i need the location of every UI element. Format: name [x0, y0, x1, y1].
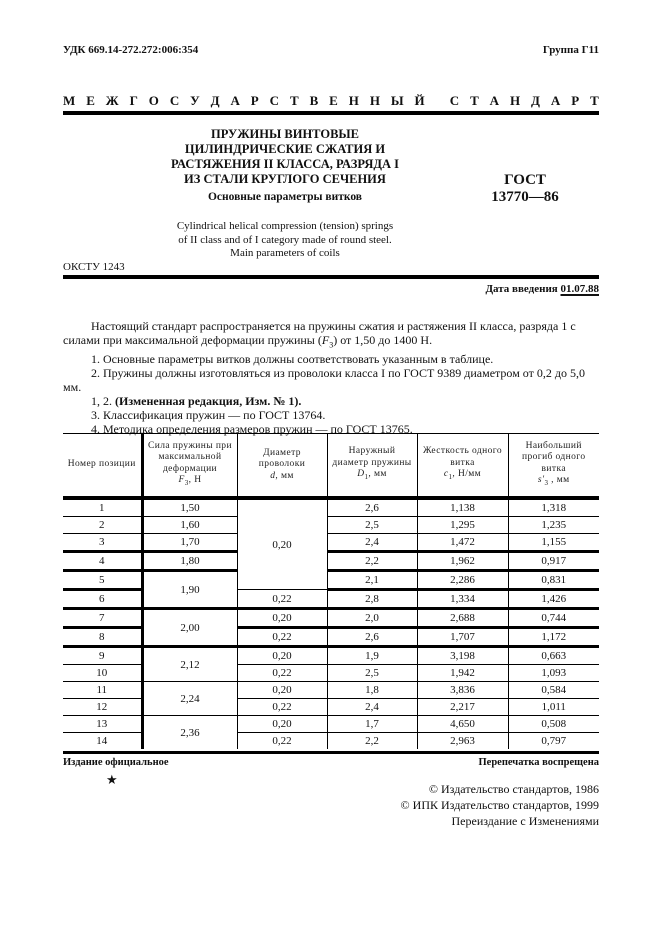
table-cell: 2: [63, 517, 142, 534]
reprint-prohibited-label: Перепечатка воспрещена: [478, 757, 599, 768]
table-cell: 2,217: [417, 699, 508, 716]
table-cell: 0,797: [508, 733, 599, 750]
table-cell: 1,426: [508, 590, 599, 609]
table-row: [63, 552, 599, 571]
english-title-line: Cylindrical helical compression (tension) springs: [176, 220, 394, 232]
okstu-code: ОКСТУ 1243: [63, 261, 125, 273]
star-icon: ★: [106, 772, 118, 787]
table-cell: 1,8: [327, 682, 417, 699]
table-cell: 1,80: [142, 552, 237, 571]
table-cell: 1,093: [508, 665, 599, 682]
english-title-line: Main parameters of coils: [230, 247, 340, 259]
heading-letter: Т: [590, 93, 599, 108]
table-cell: 1,138: [417, 498, 508, 517]
heading-letter: Т: [289, 93, 299, 108]
table-cell: 1,472: [417, 534, 508, 552]
table-cell: 1,155: [508, 534, 599, 552]
table-cell: 0,22: [237, 628, 327, 647]
header-stiffness: Жесткость одного витка $c_1$, Н/мм: [417, 434, 508, 499]
table-cell: 1,942: [417, 665, 508, 682]
heading-letter: А: [550, 93, 561, 108]
coil-parameters-table: [63, 433, 599, 749]
intro-paragraph: Настоящий стандарт распространяется на пружины сжатия и растяжения II класса, разряда 1 с силами при максимальной деформации пружины $(F_3)$ от 1,50 до 1400 Н.: [63, 319, 576, 350]
table-row: [63, 498, 599, 517]
heading-letter: Е: [329, 93, 338, 108]
heading-letter: О: [148, 93, 159, 108]
english-title-line: of II class and of I category made of round steel.: [178, 233, 392, 246]
heading-letter: В: [309, 93, 319, 108]
header-outer-diameter: Наружный диаметр пружины $D_1$, мм: [327, 434, 417, 499]
copyright-line: Переиздание с Изменениями: [451, 814, 599, 828]
title-rule: [63, 275, 599, 279]
heading-letter: Н: [348, 93, 359, 108]
title-line: ПРУЖИНЫ ВИНТОВЫЕ: [210, 127, 360, 141]
table-cell: 2,24: [142, 682, 237, 716]
clause-1: 1. Основные параметры витков должны соответствовать указанным в таблице.: [91, 352, 494, 367]
table-cell: 1,295: [417, 517, 508, 534]
table-cell: 1,318: [508, 498, 599, 517]
heading-letter: Г: [129, 93, 138, 108]
heading-letter: А: [489, 93, 500, 108]
table-cell: 4: [63, 552, 142, 571]
table-cell: 0,20: [237, 682, 327, 699]
table-cell: 1,235: [508, 517, 599, 534]
table-cell: 1,90: [142, 571, 237, 609]
table-row: [63, 571, 599, 590]
date-label: Дата введения: [485, 283, 558, 295]
copyright-block: [401, 781, 599, 829]
table-cell: 2,2: [327, 733, 417, 750]
table-cell: 2,6: [327, 628, 417, 647]
table-cell: 0,22: [237, 665, 327, 682]
heading-letter: У: [190, 93, 200, 108]
table-cell: 9: [63, 647, 142, 665]
header-wire-diameter: Диаметр проволоки d, мм: [237, 434, 327, 499]
top-rule: [63, 111, 599, 115]
english-title: [130, 220, 440, 261]
gost-label: ГОСТ: [504, 172, 546, 188]
official-edition-label: Издание официальное: [63, 757, 169, 768]
clause-3: 3. Классификация пружин — по ГОСТ 13764.: [91, 408, 326, 423]
body-text: [63, 319, 599, 436]
table-cell: 2,8: [327, 590, 417, 609]
table-row: [63, 682, 599, 699]
group-code: Группа Г11: [542, 44, 599, 56]
table-cell: 0,22: [237, 590, 327, 609]
heading-letter: [436, 93, 439, 109]
udk-code: УДК 669.14-272.272:006:354: [63, 44, 199, 56]
table-row: [63, 609, 599, 628]
table-cell: 1,334: [417, 590, 508, 609]
heading-letter: Р: [250, 93, 259, 108]
heading-letter: Т: [470, 93, 479, 108]
table-cell: 12: [63, 699, 142, 716]
heading-letter: Н: [369, 93, 380, 108]
table-cell: 0,20: [237, 609, 327, 628]
table-cell: 1,50: [142, 498, 237, 517]
title-line: ИЗ СТАЛИ КРУГЛОГО СЕЧЕНИЯ: [184, 172, 386, 186]
table-cell: 0,508: [508, 716, 599, 733]
table-cell: 1,011: [508, 699, 599, 716]
table-cell: 8: [63, 628, 142, 647]
interstate-standard-heading: [63, 93, 599, 109]
heading-letter: Ы: [390, 93, 404, 108]
table-cell: 4,650: [417, 716, 508, 733]
table-cell: 2,4: [327, 534, 417, 552]
table-cell: 6: [63, 590, 142, 609]
heading-letter: С: [269, 93, 280, 108]
table-cell: 0,22: [237, 733, 327, 750]
document-subtitle: Основные параметры витков: [207, 191, 363, 203]
clause-amendment: 1, 2. (Измененная редакция, Изм. № 1).: [91, 394, 302, 409]
table-cell: 11: [63, 682, 142, 699]
table-cell: 2,2: [327, 552, 417, 571]
copyright-line: © ИПК Издательство стандартов, 1999: [400, 798, 599, 812]
header-position: Номер позиции: [63, 434, 142, 499]
heading-letter: Р: [571, 93, 580, 108]
table-cell: 7: [63, 609, 142, 628]
heading-letter: Й: [414, 93, 425, 108]
table-cell: 2,5: [327, 665, 417, 682]
date-value: 01.07.88: [560, 283, 599, 295]
table-cell: 1,962: [417, 552, 508, 571]
table-cell: 13: [63, 716, 142, 733]
table-cell: 2,0: [327, 609, 417, 628]
table-row: [63, 517, 599, 534]
table-cell: 3,198: [417, 647, 508, 665]
heading-letter: Е: [86, 93, 95, 108]
effective-date: [485, 283, 599, 295]
heading-letter: Ж: [105, 93, 119, 108]
table-cell: 10: [63, 665, 142, 682]
table-row: [63, 647, 599, 665]
heading-letter: Н: [509, 93, 521, 108]
table-cell: 1,172: [508, 628, 599, 647]
heading-letter: Д: [531, 93, 540, 108]
heading-letter: С: [449, 93, 460, 108]
table-cell: 2,963: [417, 733, 508, 750]
table-cell: 2,4: [327, 699, 417, 716]
table-cell: 14: [63, 733, 142, 750]
heading-letter: Д: [210, 93, 220, 108]
document-title: [150, 127, 420, 187]
table-cell: 2,6: [327, 498, 417, 517]
table-cell: 0,744: [508, 609, 599, 628]
table-cell: 0,20: [237, 716, 327, 733]
table-cell: 1: [63, 498, 142, 517]
table-cell: 0,917: [508, 552, 599, 571]
table-cell: 2,36: [142, 716, 237, 750]
title-line: ЦИЛИНДРИЧЕСКИЕ СЖАТИЯ И: [184, 142, 386, 156]
clause-2: 2. Пружины должны изготовляться из проволоки класса I по ГОСТ 9389 диаметром от 0,2 до 5,0 мм.: [63, 366, 585, 395]
table-cell: 0,22: [237, 699, 327, 716]
table-cell: 0,831: [508, 571, 599, 590]
title-line: РАСТЯЖЕНИЯ II КЛАССА, РАЗРЯДА I: [170, 157, 399, 171]
header-force: Сила пружины при максимальной деформации $F_3$, Н: [142, 434, 237, 499]
heading-letter: М: [63, 93, 76, 108]
table-header-row: [63, 434, 599, 499]
table-cell: 2,12: [142, 647, 237, 682]
footer-rule: [63, 751, 599, 754]
table-cell: 3,836: [417, 682, 508, 699]
clause-4: 4. Методика определения размеров пружин — по ГОСТ 13765.: [91, 422, 413, 437]
table-cell: 1,9: [327, 647, 417, 665]
table-cell: 5: [63, 571, 142, 590]
table-cell: 0,20: [237, 498, 327, 590]
table-cell: 1,707: [417, 628, 508, 647]
table-cell: 1,70: [142, 534, 237, 552]
table-cell: 1,7: [327, 716, 417, 733]
table-cell: 2,688: [417, 609, 508, 628]
table-cell: 0,20: [237, 647, 327, 665]
table-cell: 2,5: [327, 517, 417, 534]
table-cell: 2,1: [327, 571, 417, 590]
gost-number: 13770—86: [491, 189, 559, 205]
table-cell: 0,584: [508, 682, 599, 699]
copyright-line: © Издательство стандартов, 1986: [428, 782, 599, 796]
heading-letter: А: [230, 93, 240, 108]
heading-letter: С: [169, 93, 180, 108]
table-cell: 2,286: [417, 571, 508, 590]
table-cell: 1,60: [142, 517, 237, 534]
header-max-deflection: Наибольший прогиб одного витка $s'_3$ , мм: [508, 434, 599, 499]
table-cell: 2,00: [142, 609, 237, 647]
table-cell: 0,663: [508, 647, 599, 665]
table-cell: 3: [63, 534, 142, 552]
gost-designation: [470, 172, 580, 206]
table-row: [63, 716, 599, 733]
table-row: [63, 534, 599, 552]
